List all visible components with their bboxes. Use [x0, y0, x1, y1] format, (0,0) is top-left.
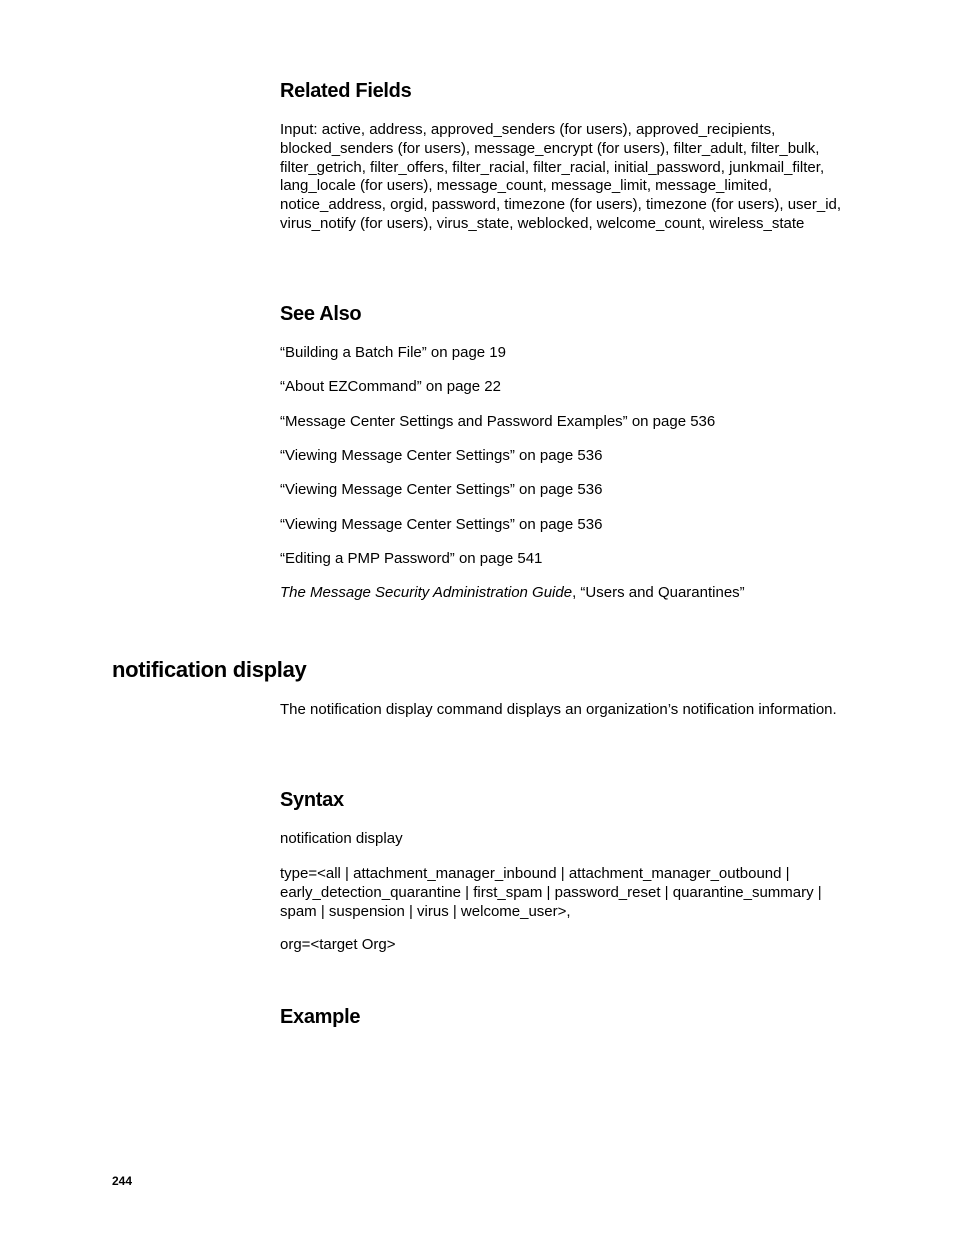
page-number: 244: [112, 1174, 133, 1188]
see-also-heading: See Also: [280, 303, 362, 325]
notification-display-heading: notification display: [112, 657, 307, 682]
related-fields-heading: Related Fields: [280, 80, 412, 102]
syntax-org-parameter: org=<target Org>: [280, 936, 396, 953]
see-also-link-about-ezcommand[interactable]: “About EZCommand” on page 22: [280, 378, 501, 395]
syntax-command: notification display: [280, 830, 403, 847]
see-also-link-editing-pmp-password[interactable]: “Editing a PMP Password” on page 541: [280, 550, 543, 567]
see-also-link-viewing-settings-1[interactable]: “Viewing Message Center Settings” on page 536: [280, 447, 603, 464]
notification-display-description: The notification display command displays an organization’s notification information.: [280, 701, 837, 718]
syntax-heading: Syntax: [280, 789, 344, 811]
see-also-link-batch-file[interactable]: “Building a Batch File” on page 19: [280, 344, 506, 361]
see-also-link-viewing-settings-2[interactable]: “Viewing Message Center Settings” on page 536: [280, 481, 603, 498]
see-also-link-viewing-settings-3[interactable]: “Viewing Message Center Settings” on page 536: [280, 516, 603, 533]
syntax-type-parameter: type=<all | attachment_manager_inbound | attachment_manager_outbound | early_detection_quarantine | first_spam | password_reset | quarantine_summary | spam | suspension | virus | welcome_user>,: [280, 865, 822, 920]
related-fields-body: Input: active, address, approved_senders (for users), approved_recipients, blocked_senders (for users), message_encrypt (for users), filter_adult, filter_bulk, filter_getrich, filter_offers, filter_racial, filter_racial, initial_password, junkmail_filter, lang_locale (for users), message_count, message_limit, message_limited, notice_address, orgid, password, timezone (for users), timezone (for users), user_id, virus_notify (for users), virus_state, weblocked, welcome_count, wireless_state: [280, 121, 842, 232]
see-also-link-message-center-examples[interactable]: “Message Center Settings and Password Examples” on page 536: [280, 413, 716, 430]
example-heading: Example: [280, 1006, 361, 1028]
see-also-guide-reference: [280, 584, 845, 603]
guide-title: The Message Security Administration Guide: [280, 584, 573, 601]
guide-suffix: , “Users and Quarantines”: [572, 584, 745, 601]
